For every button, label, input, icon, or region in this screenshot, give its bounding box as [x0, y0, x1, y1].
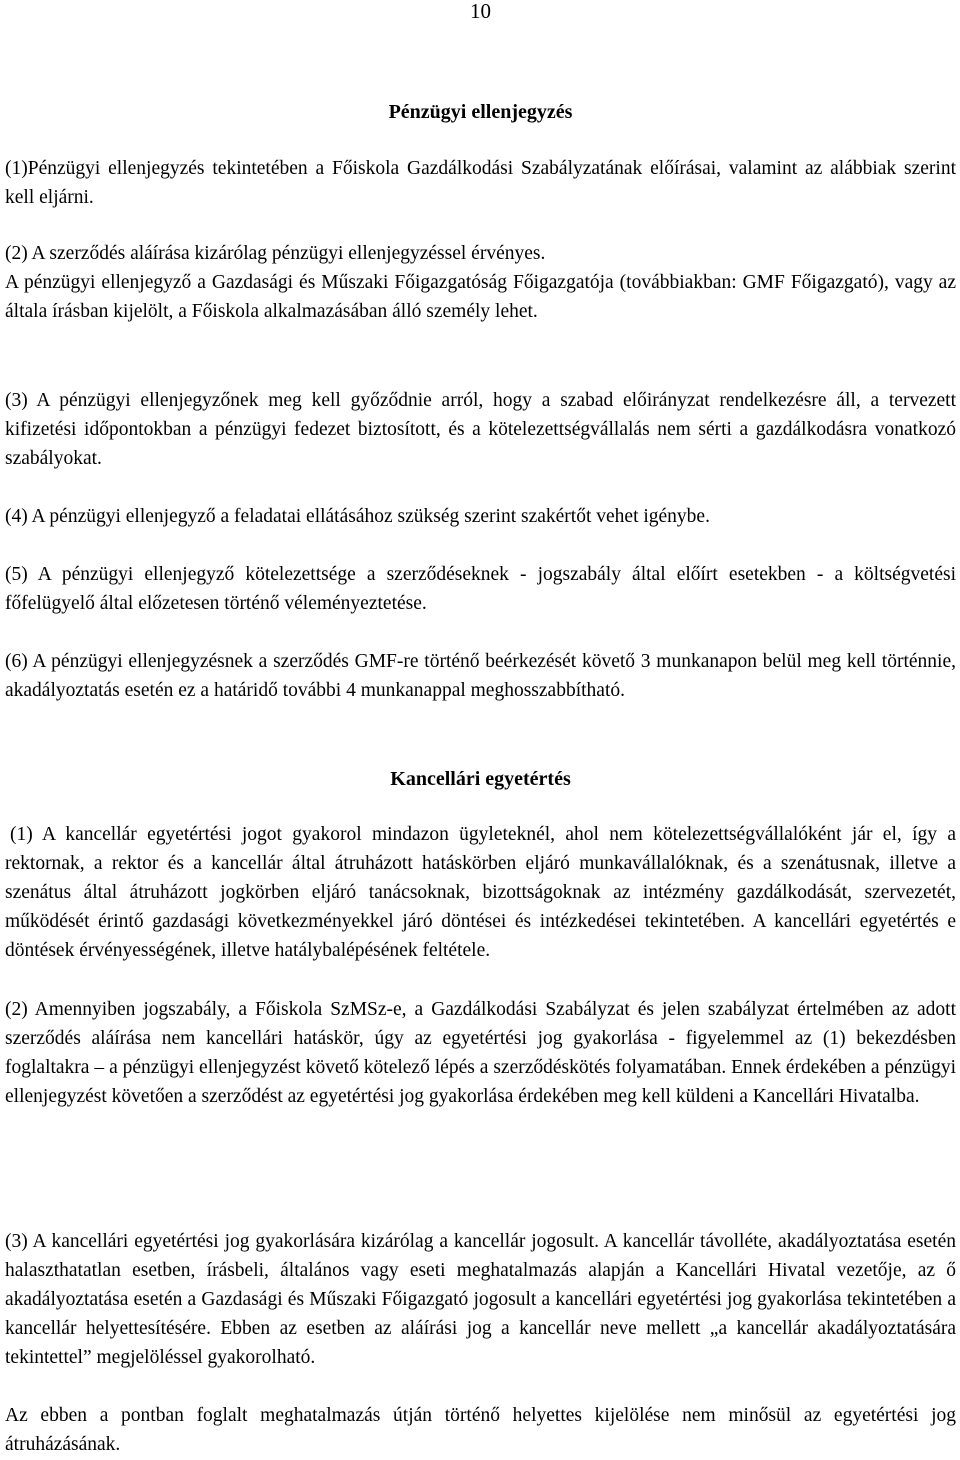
paragraph-kancellari-3: (3) A kancellári egyetértési jog gyakorlására kizárólag a kancellár jogosult. A kancellár távolléte, akadályoztatása esetén halaszthatatlan esetben, írásbeli, általános vagy eseti meghatalmazás alapján a Kancellári Hivatal vezetője, az ő akadályoztatása esetén a Gazdasági és Műszaki Főigazgató jogosult a kancellári egyetértési jog gyakorlása tekintetében a kancellár helyettesítésére. Ebben az esetben az aláírási jog a kancellár neve mellett „a kancellár akadályoztatására tekintettel” megjelöléssel gyakorolható.: [5, 1231, 956, 1368]
paragraph-kancellari-3-continued: Az ebben a pontban foglalt meghatalmazás útján történő helyettes kijelölése nem minősül az egyetértési jog átruházásának.: [5, 1405, 956, 1455]
paragraph-ellenjegyzes-1: (1)Pénzügyi ellenjegyzés tekintetében a Főiskola Gazdálkodási Szabályzatának előírásai, valamint az alábbiak szerint kell eljárni.: [5, 158, 956, 208]
paragraph-ellenjegyzes-5: (5) A pénzügyi ellenjegyző kötelezettsége a szerződéseknek - jogszabály által előírt esetekben - a költségvetési főfelügyelő által előzetesen történő véleményeztetése.: [5, 564, 956, 614]
page-number: 10: [470, 0, 491, 23]
paragraph-ellenjegyzes-2: (2) A szerződés aláírása kizárólag pénzügyi ellenjegyzéssel érvényes.: [5, 243, 546, 264]
paragraph-ellenjegyzes-2-continued: A pénzügyi ellenjegyző a Gazdasági és Műszaki Főigazgatóság Főigazgatója (továbbiakban: GMF Főigazgató), vagy az általa írásban kijelölt, a Főiskola alkalmazásában álló személy lehet.: [5, 272, 956, 322]
paragraph-ellenjegyzes-4: (4) A pénzügyi ellenjegyző a feladatai ellátásához szükség szerint szakértőt vehet igénybe.: [5, 506, 710, 527]
paragraph-ellenjegyzes-3: (3) A pénzügyi ellenjegyzőnek meg kell győződnie arról, hogy a szabad előirányzat rendelkezésre áll, a tervezett kifizetési időpontokban a pénzügyi fedezet biztosított, és a kötelezettségvállalás nem sérti a gazdálkodásra vonatkozó szabályokat.: [5, 390, 956, 469]
section-heading-penzugyi-ellenjegyzes: Pénzügyi ellenjegyzés: [388, 101, 573, 123]
paragraph-kancellari-2: (2) Amennyiben jogszabály, a Főiskola SzMSz-e, a Gazdálkodási Szabályzat és jelen szabályzat értelmében az adott szerződés aláírása nem kancellári hatáskör, úgy az egyetértési jog gyakorlása - figyelemmel az (1) bekezdésben foglaltakra – a pénzügyi ellenjegyzést követő kötelező lépés a szerződéskötés folyamatában. Ennek érdekében a pénzügyi ellenjegyzést követően a szerződést az egyetértési jog gyakorlása érdekében meg kell küldeni a Kancellári Hivatalba.: [5, 999, 956, 1107]
paragraph-kancellari-1: (1) A kancellár egyetértési jogot gyakorol mindazon ügyleteknél, ahol nem kötelezettségvállalóként jár el, így a rektornak, a rektor és a kancellár által átruházott hatáskörben eljáró munkavállalóknak, és a szenátusnak, illetve a szenátus által átruházott jogkörben eljáró tanácsoknak, bizottságoknak az intézmény gazdálkodását, szervezetét, működését érintő gazdasági következményekkel járó döntései és intézkedései tekintetében. A kancellári egyetértés e döntések érvényességének, illetve hatálybalépésének feltétele.: [5, 824, 956, 961]
paragraph-ellenjegyzes-6: (6) A pénzügyi ellenjegyzésnek a szerződés GMF-re történő beérkezését követő 3 munkanapon belül meg kell történnie, akadályoztatás esetén ez a határidő további 4 munkanappal meghosszabbítható.: [5, 651, 956, 701]
section-heading-kancellari-egyetertes: Kancellári egyetértés: [390, 768, 571, 790]
